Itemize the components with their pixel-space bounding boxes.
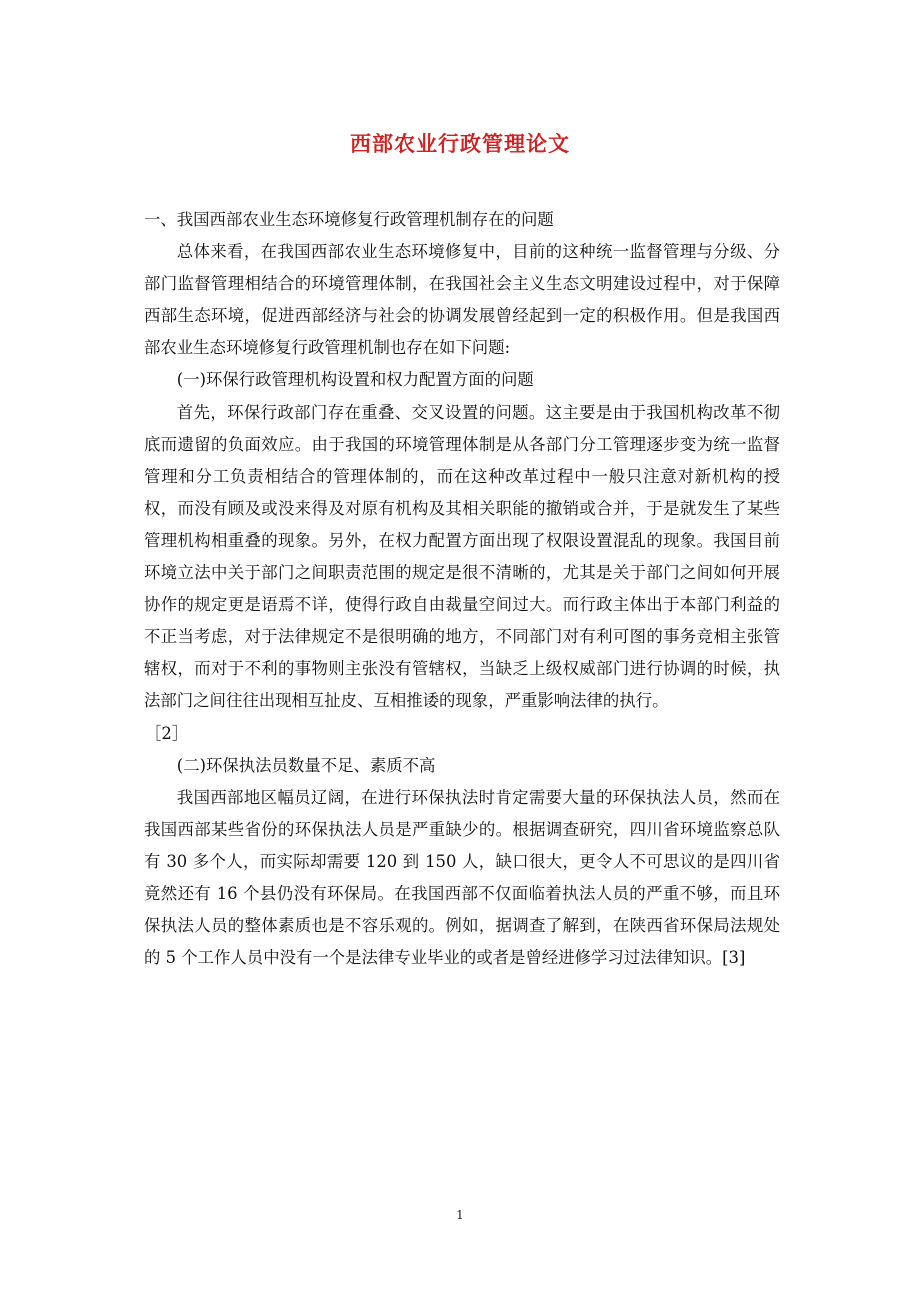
subsection-heading: (一)环保行政管理机构设置和权力配置方面的问题 (176, 370, 534, 390)
section-heading: 一、我国西部农业生态环境修复行政管理机制存在的问题 (144, 210, 554, 229)
document-title: 西部农业行政管理论文 (350, 131, 570, 156)
paragraph: 我国西部地区幅员辽阔，在进行环保执法时肯定需要大量的环保执法人员，然而在我国西部某些省份的环保执法人员是严重缺少的。根据调查研究，四川省环境监察总队有 30 多个人，而实际却需要 120 到 150 人，缺口很大，更令人不可思议的是四川省竟然还有 16 个县仍没有环保局。在我国西部不仅面临着执法人员的严重不够，而且环保执法人员的整体素质也是不容乐观的。例如，据调查了解到，在陕西省环保局法规处的 5 个工作人员中没有一个是法律专业毕业的或者是曾经进修学习过法律知识。[3] (144, 787, 780, 968)
page-number: 1 (456, 1208, 464, 1222)
document-body (144, 204, 780, 974)
paragraph: 首先，环保行政部门存在重叠、交叉设置的问题。这主要是由于我国机构改革不彻底而遗留的负面效应。由于我国的环境管理体制是从各部门分工管理逐步变为统一监督管理和分工负责相结合的管理体制的，而在这种改革过程中一般只注意对新机构的授权，而没有顾及或没来得及对原有机构及其相关职能的撤销或合并，于是就发生了某些管理机构相重叠的现象。另外，在权力配置方面出现了权限设置混乱的现象。我国目前环境立法中关于部门之间职责范围的规定是很不清晰的，尤其是关于部门之间如何开展协作的规定更是语焉不详，使得行政自由裁量空间过大。而行政主体出于本部门利益的不正当考虑，对于法律规定不是很明确的地方，不同部门对有利可图的事务竞相主张管辖权，而对于不利的事物则主张没有管辖权，当缺乏上级权威部门进行协调的时候，执法部门之间往往出现相互扯皮、互相推诿的现象，严重影响法律的执行。 (144, 402, 780, 711)
citation-reference: ［2］ (145, 723, 189, 743)
paragraph: 总体来看，在我国西部农业生态环境修复中，目前的这种统一监督管理与分级、分部门监督管理相结合的环境管理体制，在我国社会主义生态文明建设过程中，对于保障西部生态环境，促进西部经济与社会的协调发展曾经起到一定的积极作用。但是我国西部农业生态环境修复行政管理机制也存在如下问题: (144, 242, 780, 358)
subsection-heading: (二)环保执法员数量不足、素质不高 (176, 755, 436, 775)
